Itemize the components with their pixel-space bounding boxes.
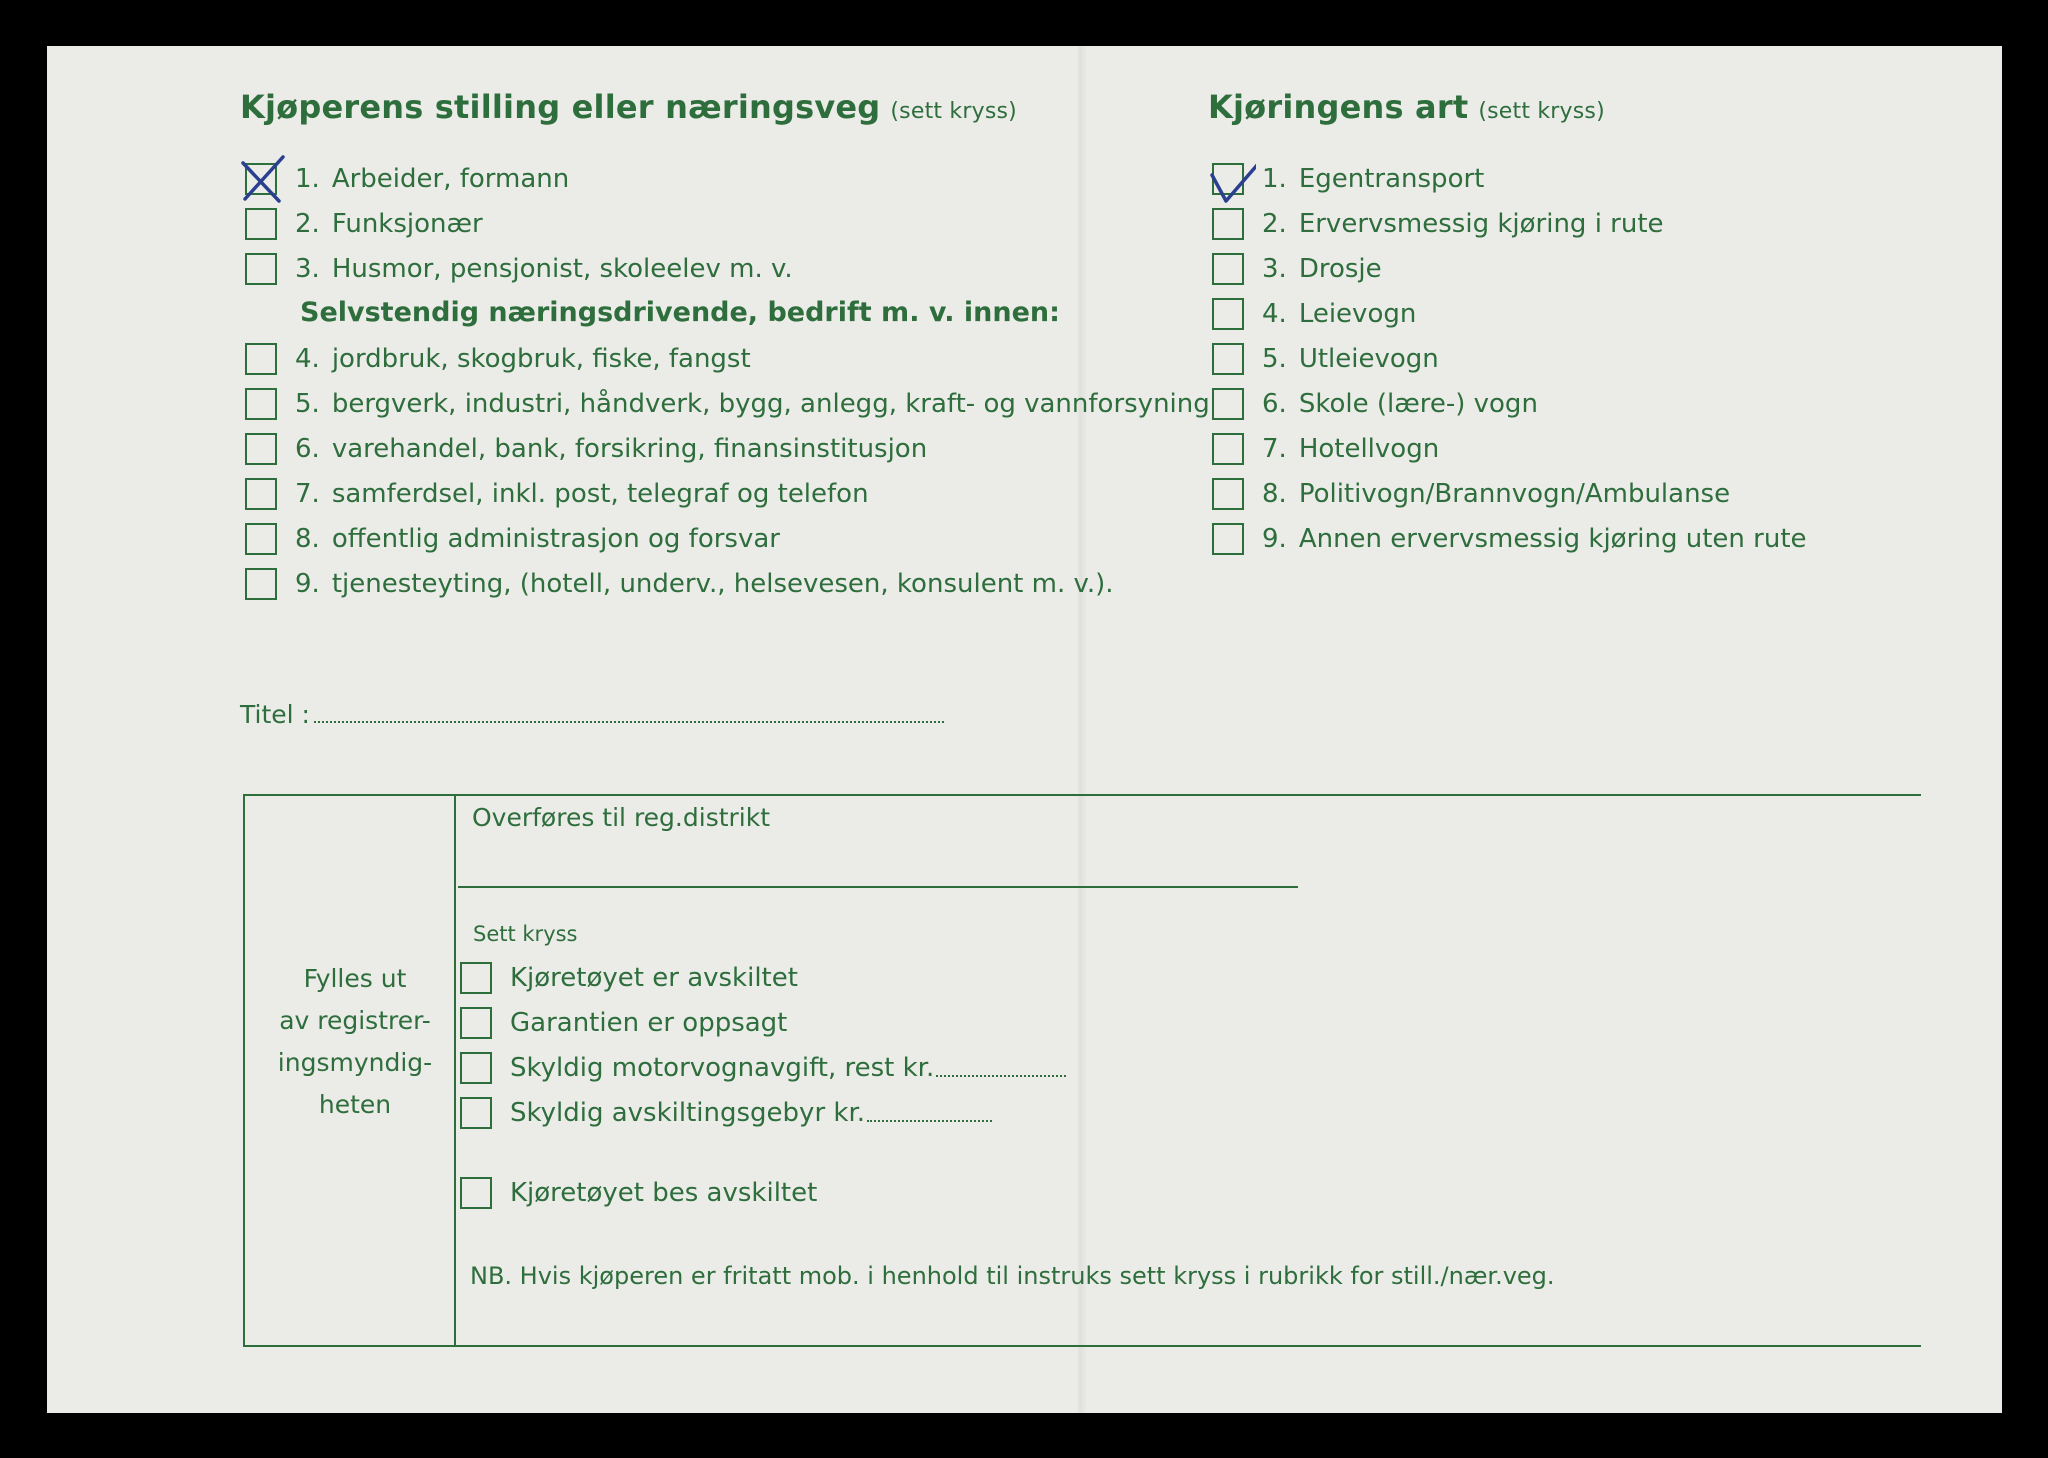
option-number: 7.: [295, 479, 320, 509]
checkbox[interactable]: [245, 163, 277, 195]
check-label: Skyldig motorvognavgift, rest kr.: [510, 1053, 935, 1083]
side-label-line: av registrer-: [279, 1006, 431, 1035]
occupation-option-3[interactable]: [245, 251, 793, 287]
driving-type-title: Kjøringens art: [1208, 88, 1469, 126]
driving-option-8[interactable]: [1212, 476, 1730, 512]
option-number: 3.: [1262, 254, 1287, 284]
box-top-rule: [243, 794, 1921, 796]
option-label: Annen ervervsmessig kjøring uten rute: [1298, 524, 1807, 554]
option-label: Egentransport: [1298, 164, 1485, 194]
transfer-district-label: Overføres til reg.distrikt: [472, 803, 771, 832]
option-label: Arbeider, formann: [331, 164, 570, 194]
checkbox[interactable]: [245, 208, 277, 240]
checkbox[interactable]: [245, 568, 277, 600]
checkmark-icon: [1206, 155, 1256, 205]
checkmark-x-icon: [239, 155, 289, 205]
option-label: Ervervsmessig kjøring i rute: [1298, 209, 1664, 239]
driving-option-9[interactable]: [1212, 521, 1807, 557]
driving-option-7[interactable]: [1212, 431, 1439, 467]
check-label: Kjøretøyet bes avskiltet: [510, 1178, 818, 1208]
driving-option-2[interactable]: [1212, 206, 1664, 242]
option-label: Funksjonær: [331, 209, 483, 239]
occupation-option-8[interactable]: [245, 521, 780, 557]
occupation-option-5[interactable]: [245, 386, 1210, 422]
registry-check-deregistration-fee[interactable]: [460, 1095, 992, 1131]
occupation-option-2[interactable]: [245, 206, 483, 242]
check-label: Kjøretøyet er avskiltet: [510, 963, 798, 993]
option-label: jordbruk, skogbruk, fiske, fangst: [331, 344, 751, 374]
option-label: Husmor, pensjonist, skoleelev m. v.: [331, 254, 793, 284]
occupation-option-6[interactable]: [245, 431, 927, 467]
driving-type-heading: [1208, 88, 1605, 126]
box-divider: [454, 794, 456, 1347]
side-label-line: Fylles ut: [303, 964, 407, 993]
checkbox[interactable]: [460, 962, 492, 994]
option-label: offentlig administrasjon og forsvar: [331, 524, 780, 554]
amount-dotted-line: [936, 1059, 1066, 1077]
checkbox[interactable]: [245, 433, 277, 465]
option-label: Skole (lære-) vogn: [1298, 389, 1538, 419]
driving-type-hint: (sett kryss): [1478, 99, 1605, 124]
checkbox[interactable]: [1212, 478, 1244, 510]
checkbox[interactable]: [245, 523, 277, 555]
option-number: 9.: [1262, 524, 1287, 554]
checkbox[interactable]: [460, 1097, 492, 1129]
option-label: Politivogn/Brannvogn/Ambulanse: [1298, 479, 1731, 509]
option-label: Utleievogn: [1298, 344, 1439, 374]
check-label: Garantien er oppsagt: [510, 1008, 788, 1038]
driving-option-4[interactable]: [1212, 296, 1416, 332]
driving-option-5[interactable]: [1212, 341, 1439, 377]
checkbox[interactable]: [245, 253, 277, 285]
option-number: 5.: [295, 389, 320, 419]
self-employed-subheading: Selvstendig næringsdrivende, bedrift m. v. innen:: [300, 297, 1060, 328]
option-number: 7.: [1262, 434, 1287, 464]
checkbox[interactable]: [245, 343, 277, 375]
checkbox[interactable]: [1212, 523, 1244, 555]
occupation-option-1[interactable]: [245, 161, 569, 197]
option-number: 9.: [295, 569, 320, 599]
registry-check-vehicle-tax[interactable]: [460, 1050, 1066, 1086]
buyer-occupation-title: Kjøperens stilling eller næringsveg: [240, 88, 881, 126]
checkbox[interactable]: [1212, 433, 1244, 465]
checkbox[interactable]: [1212, 343, 1244, 375]
buyer-occupation-heading: [240, 88, 1017, 126]
checkbox[interactable]: [460, 1007, 492, 1039]
title-dotted-line: [314, 703, 944, 723]
option-label: varehandel, bank, forsikring, finansinstitusjon: [331, 434, 928, 464]
title-field-label: Titel :: [240, 700, 310, 729]
option-number: 6.: [1262, 389, 1287, 419]
occupation-option-9[interactable]: [245, 566, 1114, 602]
option-number: 4.: [1262, 299, 1287, 329]
registry-check-deregistered[interactable]: [460, 960, 798, 996]
side-label-line: heten: [318, 1090, 392, 1119]
option-number: 4.: [295, 344, 320, 374]
transfer-line: [458, 886, 1298, 888]
sett-kryss-label: Sett kryss: [473, 922, 578, 946]
option-number: 6.: [295, 434, 320, 464]
driving-option-1[interactable]: [1212, 161, 1484, 197]
checkbox[interactable]: [1212, 388, 1244, 420]
option-number: 8.: [295, 524, 320, 554]
checkbox[interactable]: [460, 1177, 492, 1209]
box-bottom-rule: [243, 1345, 1921, 1347]
option-number: 5.: [1262, 344, 1287, 374]
option-number: 2.: [295, 209, 320, 239]
checkbox[interactable]: [1212, 163, 1244, 195]
option-number: 2.: [1262, 209, 1287, 239]
checkbox[interactable]: [1212, 298, 1244, 330]
nb-note: NB. Hvis kjøperen er fritatt mob. i henhold til instruks sett kryss i rubrikk for still./nær.veg.: [470, 1262, 1555, 1290]
option-label: bergverk, industri, håndverk, bygg, anlegg, kraft- og vannforsyning: [331, 389, 1210, 419]
registry-side-label: [260, 958, 450, 1126]
option-number: 8.: [1262, 479, 1287, 509]
driving-option-3[interactable]: [1212, 251, 1382, 287]
box-left-rule: [243, 794, 245, 1347]
option-label: samferdsel, inkl. post, telegraf og telefon: [331, 479, 869, 509]
option-number: 1.: [1262, 164, 1287, 194]
option-label: Hotellvogn: [1298, 434, 1440, 464]
option-label: tjenesteyting, (hotell, underv., helsevesen, konsulent m. v.).: [331, 569, 1114, 599]
occupation-option-7[interactable]: [245, 476, 869, 512]
option-label: Leievogn: [1298, 299, 1417, 329]
checkbox[interactable]: [1212, 208, 1244, 240]
occupation-option-4[interactable]: [245, 341, 751, 377]
amount-dotted-line: [867, 1104, 992, 1122]
check-label: Skyldig avskiltingsgebyr kr.: [510, 1098, 866, 1128]
checkbox[interactable]: [245, 478, 277, 510]
checkbox[interactable]: [460, 1052, 492, 1084]
option-label: Drosje: [1298, 254, 1382, 284]
checkbox[interactable]: [245, 388, 277, 420]
registry-check-guarantee[interactable]: [460, 1005, 787, 1041]
registry-check-request-deregistration[interactable]: [460, 1175, 817, 1211]
driving-option-6[interactable]: [1212, 386, 1538, 422]
title-field[interactable]: [240, 700, 944, 729]
buyer-occupation-hint: (sett kryss): [890, 99, 1017, 124]
checkbox[interactable]: [1212, 253, 1244, 285]
option-number: 1.: [295, 164, 320, 194]
option-number: 3.: [295, 254, 320, 284]
side-label-line: ingsmyndig-: [277, 1048, 433, 1077]
